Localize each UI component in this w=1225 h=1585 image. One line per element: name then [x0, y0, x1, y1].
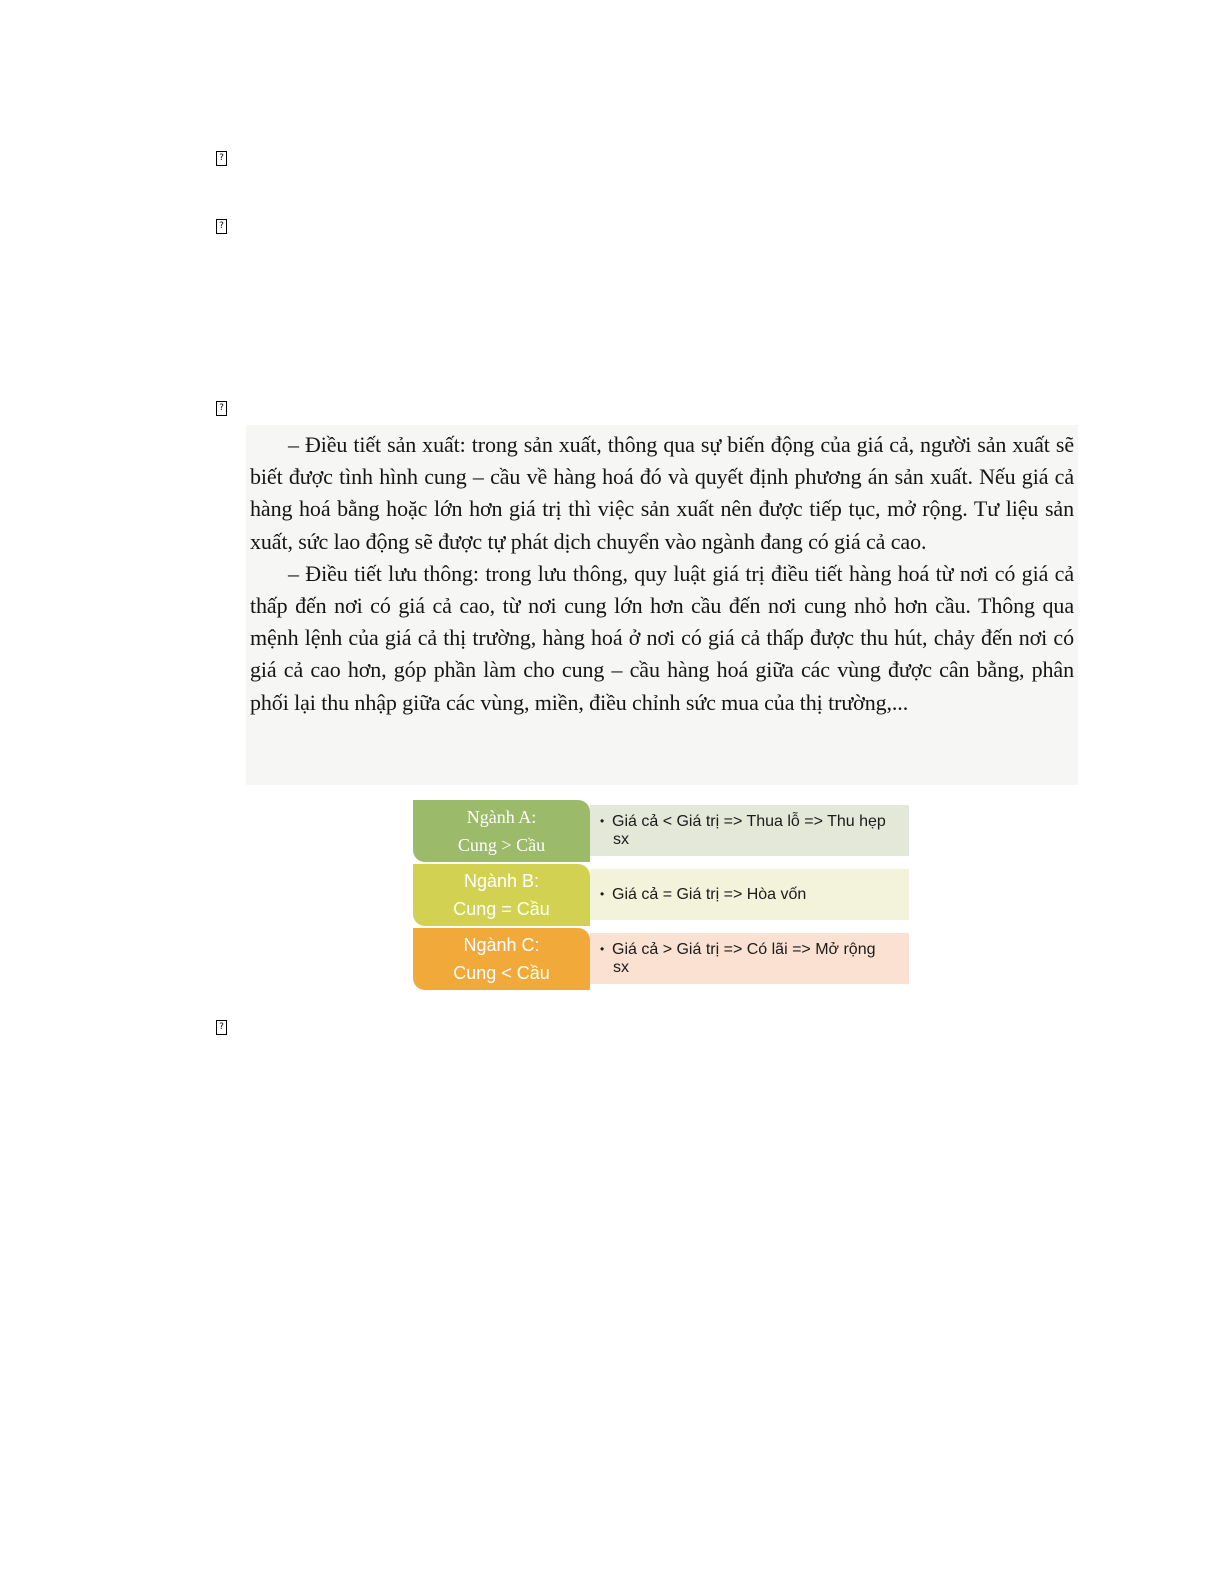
- diagram-row-b: [413, 864, 909, 926]
- missing-glyph-icon: ?: [216, 219, 227, 234]
- diagram-row-c-label: [413, 928, 590, 990]
- bullet-dot-icon: •: [600, 814, 605, 828]
- paragraph-circulation-regulation: – Điều tiết lưu thông: trong lưu thông, quy luật giá trị điều tiết hàng hoá từ nơi có giá cả thấp đến nơi có giá cả cao, từ nơi cung lớn hơn cầu đến nơi cung nhỏ hơn cầu. Thông qua mệnh lệnh của giá cả thị trường, hàng hoá ở nơi có giá cả thấp được thu hút, chảy đến nơi có giá cả cao hơn, góp phần làm cho cung – cầu hàng hoá giữa các vùng được cân bằng, phân phối lại thu nhập giữa các vùng, miền, điều chỉnh sức mua của thị trường,...: [250, 560, 1074, 715]
- diagram-row-b-desc: [590, 869, 909, 920]
- diagram-row-c-label-line1: Ngành C:: [463, 935, 540, 955]
- diagram-row-a-desc-line2: sx: [613, 831, 629, 848]
- diagram-row-c-desc-line2: sx: [613, 959, 629, 976]
- missing-glyph-icon: ?: [216, 151, 227, 166]
- bullet-dot-icon: •: [600, 887, 605, 901]
- bullet-dot-icon: •: [600, 942, 605, 956]
- diagram-row-c: [413, 928, 909, 990]
- diagram-row-a-label-line2: Cung > Cầu: [457, 835, 546, 855]
- scanned-text-excerpt: [246, 425, 1078, 785]
- diagram-row-a-desc-line1: Giá cả < Giá trị => Thua lỗ => Thu hẹp: [612, 813, 886, 830]
- diagram-row-b-desc-line1: Giá cả = Giá trị => Hòa vốn: [612, 886, 807, 903]
- diagram-row-b-label-line1: Ngành B:: [463, 871, 540, 891]
- diagram-row-a: [413, 800, 909, 862]
- missing-glyph-icon: ?: [216, 1020, 227, 1035]
- diagram-row-a-desc: [590, 805, 909, 856]
- diagram-row-c-label-line2: Cung < Cầu: [453, 963, 550, 983]
- diagram-row-c-desc: [590, 933, 909, 984]
- diagram-row-b-label-line2: Cung = Cầu: [453, 899, 550, 919]
- paragraph-production-regulation: – Điều tiết sản xuất: trong sản xuất, thông qua sự biến động của giá cả, người sản xuất sẽ biết được tình hình cung – cầu về hàng hoá đó và quyết định phương án sản xuất. Nếu giá cả hàng hoá bằng hoặc lớn hơn giá trị thì việc sản xuất nên được tiếp tục, mở rộng. Tư liệu sản xuất, sức lao động sẽ được tự phát dịch chuyển vào ngành đang có giá cả cao.: [250, 432, 1074, 554]
- missing-glyph-icon: ?: [216, 401, 227, 416]
- diagram-row-c-desc-line1: Giá cả > Giá trị => Có lãi => Mở rộng: [612, 941, 876, 958]
- diagram-row-a-label-line1: Ngành A:: [466, 807, 537, 827]
- supply-demand-diagram: [413, 800, 909, 990]
- diagram-row-b-label: [413, 864, 590, 926]
- diagram-row-a-label: [413, 800, 590, 862]
